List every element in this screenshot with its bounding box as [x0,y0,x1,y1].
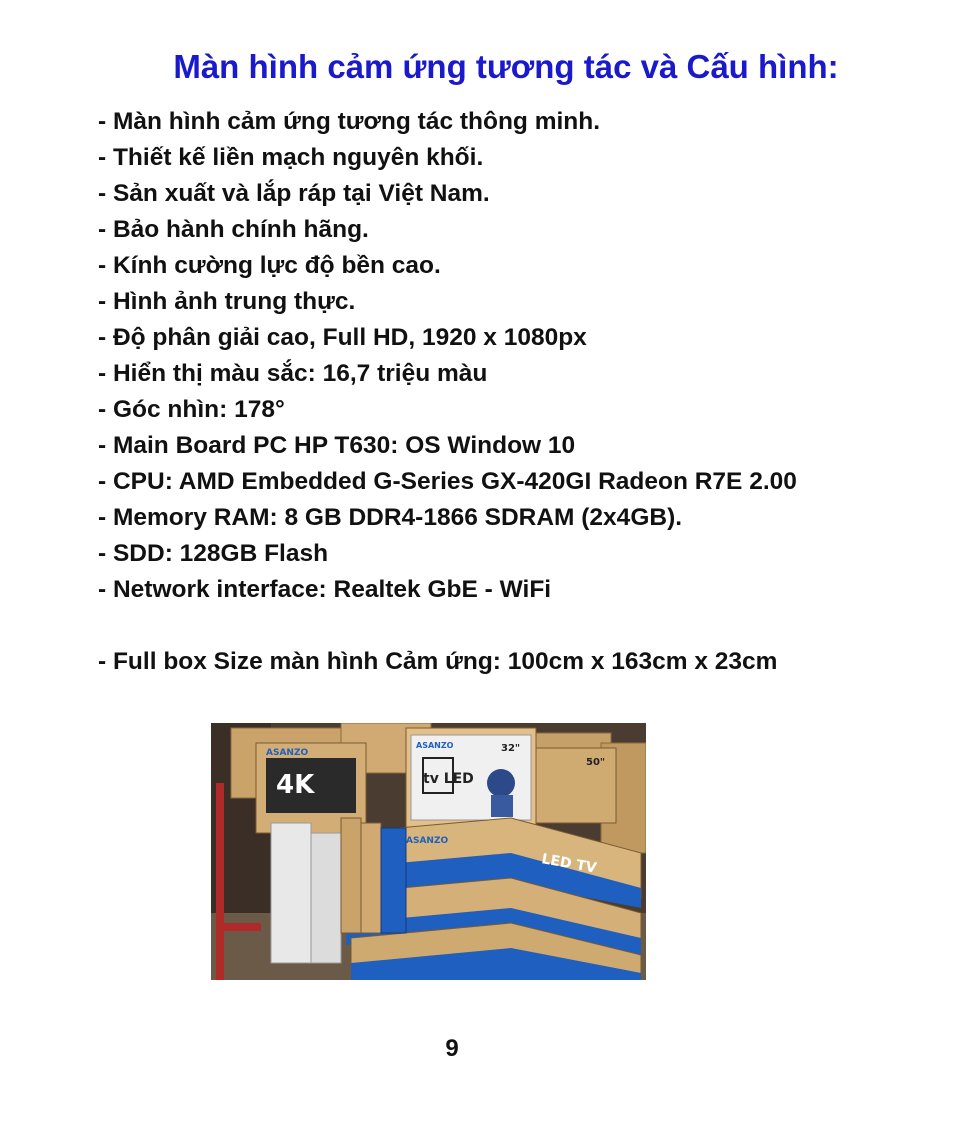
spec-list [98,104,797,608]
svg-text:ASANZO: ASANZO [406,836,449,846]
size-32-label: 32" [501,743,521,754]
page-number: 9 [445,1035,459,1062]
spec-item: - CPU: AMD Embedded G-Series GX-420GI Radeon R7E 2.00 [98,468,797,495]
box-size-text: - Full box Size màn hình Cảm ứng: 100cm x 163cm x 23cm [98,648,778,675]
spec-item: - Main Board PC HP T630: OS Window 10 [98,432,576,459]
spec-item: - Hiển thị màu sắc: 16,7 triệu màu [98,360,488,387]
spec-item: - Góc nhìn: 178° [98,396,285,423]
spec-item: - Network interface: Realtek GbE - WiFi [98,576,552,603]
led-tv-label: LED TV [540,851,598,877]
size-50-label: 50" [586,757,606,768]
tv-led-label: tv LED [423,771,474,787]
spec-item: - Bảo hành chính hãng. [98,216,369,243]
spec-item: - Hình ảnh trung thực. [98,288,356,315]
spec-item: - Memory RAM: 8 GB DDR4-1866 SDRAM (2x4GB). [98,504,683,531]
spec-item: - SDD: 128GB Flash [98,540,329,567]
spec-item: - Kính cường lực độ bền cao. [98,252,441,279]
4k-label: 4K [276,770,315,800]
page-title: Màn hình cảm ứng tương tác và Cấu hình: [173,48,839,85]
spec-item: - Thiết kế liền mạch nguyên khối. [98,144,484,171]
spec-item: - Sản xuất và lắp ráp tại Việt Nam. [98,180,490,207]
svg-text:ASANZO: ASANZO [416,741,454,750]
spec-item: - Độ phân giải cao, Full HD, 1920 x 1080px [98,324,587,351]
spec-item: - Màn hình cảm ứng tương tác thông minh. [98,108,601,135]
product-boxes-photo [211,723,646,980]
brand-label: ASANZO [266,748,309,758]
